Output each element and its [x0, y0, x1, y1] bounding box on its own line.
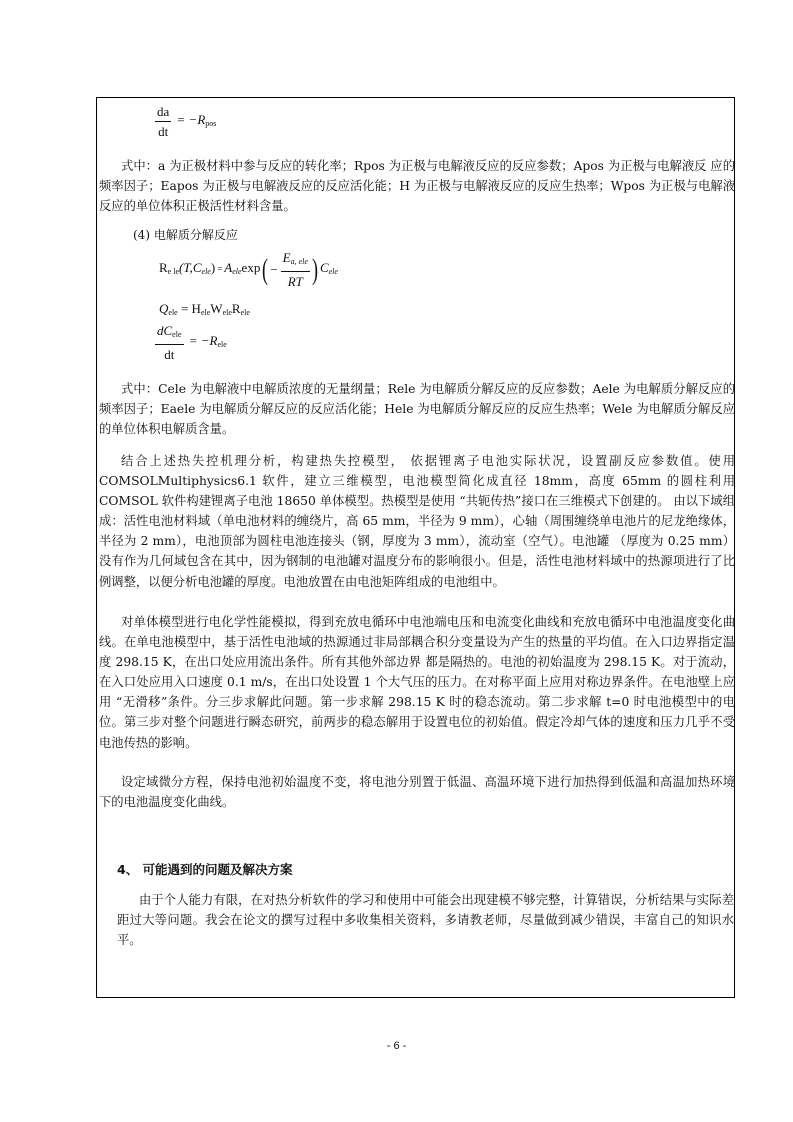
equation-2: $R_{e le}(T,C_{ele}) = A_{ele}\exp$ ( − $\frac{E_{a, ele}}{RT}$ ) $C_{ele}$ [159, 250, 338, 289]
equation-3: $Q_{ele} = H_{ele}W_{ele}R_{ele}$ [159, 301, 250, 317]
paragraph-positive-electrode-notation: 式中：a 为正极材料中参与反应的转化率；Rpos 为正极与电解液反应的反应参数；Apos 为正极与电解液反 应的频率因子；Eapos 为正极与电解液反应的反应活化能；H 为正极与电解液反应的反应生热率；Wpos 为正极与电解液反应的单位体积正极活性材料含量。 [99, 159, 735, 214]
page-number: - 6 - [386, 1040, 407, 1052]
equation-1-denominator: dt [158, 124, 169, 139]
left-paren: ( [262, 253, 269, 286]
paragraph-domain-equations: 设定域微分方程，保持电池初始温度不变，将电池分别置于低温、高温环境下进行加热得到低温和高温加热环境下的电池温度变化曲线。 [99, 775, 735, 810]
paragraph-problems-solutions: 由于个人能力有限，在对热分析软件的学习和使用中可能会出现建模不够完整，计算错误，分析结果与实际差距过大等问题。我会在论文的撰写过程中多收集相关资料，多请教老师，尽量做到减少错误，丰富自己的知识水平。 [117, 893, 734, 948]
right-paren: ) [311, 253, 318, 286]
paragraph-electrolyte-notation: 式中：Cele 为电解液中电解质浓度的无量纲量；Rele 为电解质分解反应的反应参数；Aele 为电解质分解反应的频率因子；Eaele 为电解质分解反应的反应活化能；Hele 为电解质分解反应的反应生热率；Wele 为电解质分解反应的单位体积电解质含量。 [99, 382, 735, 437]
paragraph-thermal-runaway-model: 结合上述热失控机理分析，构建热失控模型， 依据锂离子电池实际状况，设置副反应参数值。使用 COMSOLMultiphysics6.1 软件，建立三维模型，电池模型简化成直径 18mm，高度 65mm 的圆柱利用 COMSOL 软件构建锂离子电池 18650 单体模型。热模型是使用 “共轭传热”接口在三维模式下创建的。 由以下域组成：活性电池材料域（单电池材料的缠绕片，高 65 mm，半径为 9 mm），心轴（周围缠绕单电池片的尼龙绝缘体，半径为 2 mm），电池顶部为圆柱电池连接头（钢，厚度为 3 mm），流动室（空气）。电池罐 （厚度为 0.25 mm）没有作为几何域包含在其中，因为钢制的电池罐对温度分布的影响很小。但是，活性电池材料域中的热源项进行了比例调整，以便分析电池罐的厚度。电池放置在由电池矩阵组成的电池组中。 [99, 454, 735, 589]
paragraph-electrochemical-simulation: 对单体模型进行电化学性能模拟，得到充放电循环中电池端电压和电流变化曲线和充放电循环中电池温度变化曲线。在单电池模型中，基于活性电池域的热源通过非局部耦合积分变量设为产生的热量的平均值。在入口边界指定温度 298.15 K，在出口处应用流出条件。所有其他外部边界 都是隔热的。电池的初始温度为 298.15 K。对于流动，在入口处应用入口速度 0.1 m/s，在出口处设置 1 个大气压的压力。在对称平面上应用对称边界条件。在电池壁上应用 “无滑移”条件。分三步求解此问题。第一步求解 298.15 K 时的稳态流动。第二步求解 t=0 时电池模型中的电位。第三步对整个问题进行瞬态研究，前两步的稳态解用于设置电位的初始值。假定冷却气体的速度和压力几乎不受电池传热的影响。 [99, 615, 735, 750]
section-label-electrolyte-decomposition: (4) 电解质分解反应 [133, 228, 238, 242]
equation-1-rhs: = $-R_{pos}$ [176, 112, 217, 128]
equation-1-fraction [155, 104, 171, 140]
equation-2-fraction: $\frac{E_{a, ele}}{RT}$ [282, 250, 308, 289]
equation-1 [155, 104, 216, 140]
content-area [97, 98, 734, 997]
content-frame [96, 97, 735, 998]
section-heading-problems-solutions: 4、 可能遇到的问题及解决方案 [117, 862, 293, 877]
equation-4-fraction: $\frac{dC_{ele}}{dt}$ [157, 323, 182, 362]
equation-1-numerator: da [155, 104, 171, 122]
equation-4: $\frac{dC_{ele}}{dt}$ = $-R_{ele}$ [157, 323, 227, 362]
